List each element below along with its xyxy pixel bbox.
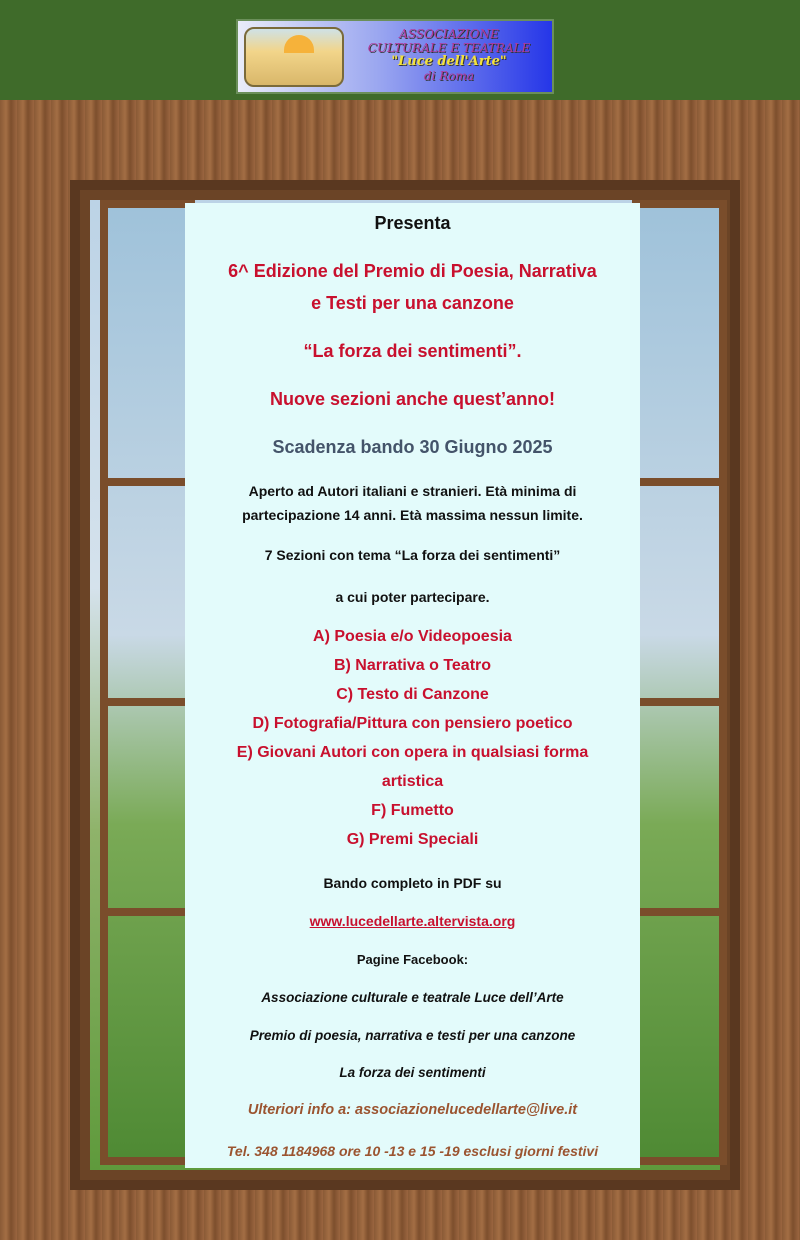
news-line: Nuove sezioni anche quest’anno!	[269, 389, 556, 409]
bando-text: Bando completo in PDF su	[323, 875, 502, 891]
banner-line: "Luce dell'Arte"	[391, 54, 507, 69]
sections-text: a cui poter partecipare.	[335, 589, 490, 605]
title-line: 6^ Edizione del Premio di Poesia, Narrativa	[228, 261, 597, 281]
right-shutter	[632, 200, 727, 1165]
facebook-page: La forza dei sentimenti	[339, 1065, 486, 1080]
facebook-page: Premio di poesia, narrativa e testi per una canzone	[249, 1028, 576, 1043]
eligibility-text: Aperto ad Autori italiani e stranieri. Età minima di	[248, 483, 577, 499]
section-item: B) Narrativa o Teatro	[333, 657, 492, 674]
section-item: artistica	[381, 773, 444, 790]
contact-email: Ulteriori info a: associazionelucedellarte@live.it	[247, 1102, 578, 1118]
banner-line: CULTURALE E TEATRALE	[367, 41, 531, 55]
left-shutter	[100, 200, 195, 1165]
section-item: E) Giovani Autori con opera in qualsiasi forma	[236, 744, 589, 761]
section-item: D) Fotografia/Pittura con pensiero poetico	[252, 715, 573, 732]
theme-title: “La forza dei sentimenti”.	[303, 341, 522, 361]
contact-phone: Tel. 348 1184968 ore 10 -13 e 15 -19 esclusi giorni festivi	[226, 1143, 599, 1159]
sun-icon	[284, 35, 314, 53]
section-item: A) Poesia e/o Videopoesia	[313, 628, 512, 645]
title-line: e Testi per una canzone	[311, 293, 514, 313]
eligibility-text: partecipazione 14 anni. Età massima nessun limite.	[242, 507, 583, 523]
banner-line: ASSOCIAZIONE	[399, 27, 499, 41]
facebook-heading: Pagine Facebook:	[356, 952, 469, 967]
logo-painting	[244, 27, 344, 87]
presenta-heading: Presenta	[374, 213, 451, 233]
banner-line: di Roma	[423, 69, 475, 83]
website-link[interactable]: www.lucedellarte.altervista.org	[309, 913, 516, 929]
association-logo-banner	[236, 19, 554, 94]
facebook-page: Associazione culturale e teatrale Luce dell’Arte	[261, 990, 564, 1005]
deadline: Scadenza bando 30 Giugno 2025	[272, 437, 553, 457]
section-item: F) Fumetto	[371, 802, 454, 819]
section-item: G) Premi Speciali	[346, 831, 479, 848]
section-item: C) Testo di Canzone	[336, 686, 489, 703]
sections-text: 7 Sezioni con tema “La forza dei sentimenti”	[264, 547, 561, 563]
